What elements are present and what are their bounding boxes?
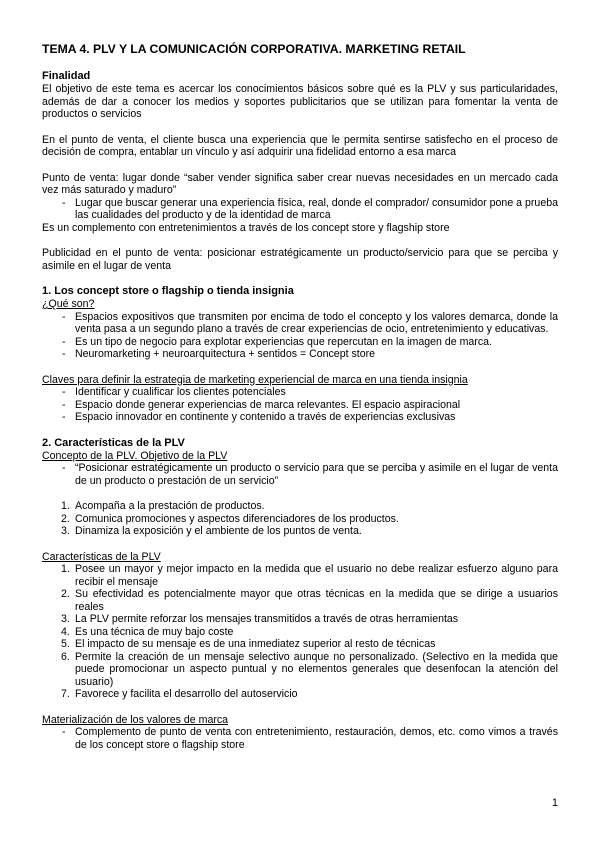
que-son-list xyxy=(42,311,558,361)
item-text: Permite la creación de un mensaje selectivo aunque no personalizado. (Selectivo en la medida que puede promocionar un aspecto puntual y no elementos generales que desenfocan la atención del usuario) xyxy=(75,650,558,688)
punto-venta-list xyxy=(42,197,558,222)
numbered-item xyxy=(42,563,558,588)
list-item: - “Posicionar estratégicamente un producto o servicio para que se perciba y asimile en el lugar de venta de un producto o prestación de un servicio” xyxy=(42,462,558,487)
numbered-item xyxy=(42,626,558,639)
numbered-item xyxy=(42,525,558,538)
concepto-list xyxy=(42,462,558,487)
item-text: Es una técnica de muy bajo coste xyxy=(75,625,234,638)
item-number: 2. xyxy=(61,512,70,525)
list-item: - Complemento de punto de venta con entretenimiento, restauración, demos, etc. como vimos a través de los concept store o flagship store xyxy=(42,726,558,751)
item-text: Posee un mayor y mejor impacto en la medida que el usuario no debe realizar esfuerzo alguno para recibir el mensaje xyxy=(75,563,558,588)
item-text: Favorece y facilita el desarrollo del autoservicio xyxy=(75,688,298,700)
numbered-item xyxy=(42,651,558,689)
list-item: - Neuromarketing + neuroarquitectura + sentidos = Concept store xyxy=(42,348,558,361)
numbered-item xyxy=(42,688,558,701)
item-number: 1. xyxy=(61,500,70,512)
item-text: El impacto de su mensaje es de una inmediatez superior al resto de técnicas xyxy=(75,638,436,650)
section-1-subheading-claves: Claves para definir la estrategia de marketing experiencial de marca en una tienda insignia xyxy=(42,373,468,386)
materializacion-list xyxy=(42,726,558,751)
finalidad-paragraph-4: Es un complemento con entretenimientos a través de los concept store y flagship store xyxy=(42,221,450,234)
item-number: 1. xyxy=(61,563,70,575)
item-number: 3. xyxy=(61,613,70,625)
page-content xyxy=(42,42,558,751)
section-2-subheading-caracteristicas: Características de la PLV xyxy=(42,550,161,563)
section-1-heading: 1. Los concept store o flagship o tienda insignia xyxy=(42,285,294,297)
concepto-numbered-list xyxy=(42,500,558,538)
numbered-item xyxy=(42,613,558,626)
item-number: 2. xyxy=(61,588,70,600)
list-item: - Espacio innovador en continente y contenido a través de experiencias exclusivas xyxy=(42,411,558,424)
caracteristicas-numbered-list xyxy=(42,563,558,701)
list-item: - Es un tipo de negocio para explotar experiencias que repercutan en la imagen de marca. xyxy=(42,336,558,349)
finalidad-paragraph-3: Punto de venta: lugar donde “saber vender significa saber crear nuevas necesidades en un mercado cada vez más saturado y maduro” xyxy=(42,171,558,196)
list-item: - Espacio donde generar experiencias de marca relevantes. El espacio aspiracional xyxy=(42,399,558,412)
item-text: Acompaña a la prestación de productos. xyxy=(75,500,265,512)
item-text: Su efectividad es potencialmente mayor que otras técnicas en la medida que se dirige a usuarios reales xyxy=(75,588,558,613)
item-text: Comunica promociones y aspectos diferenciadores de los productos. xyxy=(75,512,399,525)
item-text: Dinamiza la exposición y el ambiente de los puntos de venta. xyxy=(75,525,362,537)
item-number: 5. xyxy=(61,638,70,650)
document-title: TEMA 4. PLV Y LA COMUNICACIÓN CORPORATIVA. MARKETING RETAIL xyxy=(42,42,466,56)
item-number: 3. xyxy=(61,525,70,537)
section-2-subheading-concepto: Concepto de la PLV. Objetivo de la PLV xyxy=(42,449,228,462)
finalidad-paragraph-1: El objetivo de este tema es acercar los conocimientos básicos sobre qué es la PLV y sus particularidades, además de dar a conocer los medios y soportes publicitarios que se utilizan para fomentar la venta de productos o servicios xyxy=(42,83,558,120)
finalidad-heading: Finalidad xyxy=(42,70,91,82)
list-item: - Espacios expositivos que transmiten por encima de todo el concepto y los valores demarca, donde la venta pasa a un segundo plano a través de crear experiencias de ocio, entretenimiento y educativas. xyxy=(42,311,558,336)
item-number: 4. xyxy=(61,625,70,638)
item-text: La PLV permite reforzar los mensajes transmitidos a través de otras herramientas xyxy=(75,613,459,625)
item-number: 6. xyxy=(61,650,70,663)
page-number: 1 xyxy=(551,797,558,809)
claves-list xyxy=(42,386,558,424)
item-number: 7. xyxy=(61,688,70,700)
list-item: - Identificar y cualificar los clientes potenciales xyxy=(42,386,558,399)
numbered-item xyxy=(42,638,558,651)
section-2-subheading-materializacion: Materialización de los valores de marca xyxy=(42,713,229,726)
list-item: - Lugar que buscar generar una experiencia física, real, donde el comprador/ consumidor pone a prueba las cualidades del producto y de la identidad de marca xyxy=(42,197,558,222)
section-1-subheading-que-son: ¿Qué son? xyxy=(42,298,95,310)
finalidad-paragraph-2: En el punto de venta, el cliente busca una experiencia que le permita sentirse satisfecho en el proceso de decisión de compra, entablar un vínculo y así adquirir una fidelidad entorno a esa marca xyxy=(42,133,558,158)
finalidad-paragraph-5: Publicidad en el punto de venta: posicionar estratégicamente un producto/servicio para que se perciba y asimile en el lugar de venta xyxy=(42,247,558,272)
numbered-item xyxy=(42,588,558,613)
numbered-item xyxy=(42,513,558,526)
numbered-item xyxy=(42,500,558,513)
section-2-heading: 2. Características de la PLV xyxy=(42,436,185,449)
